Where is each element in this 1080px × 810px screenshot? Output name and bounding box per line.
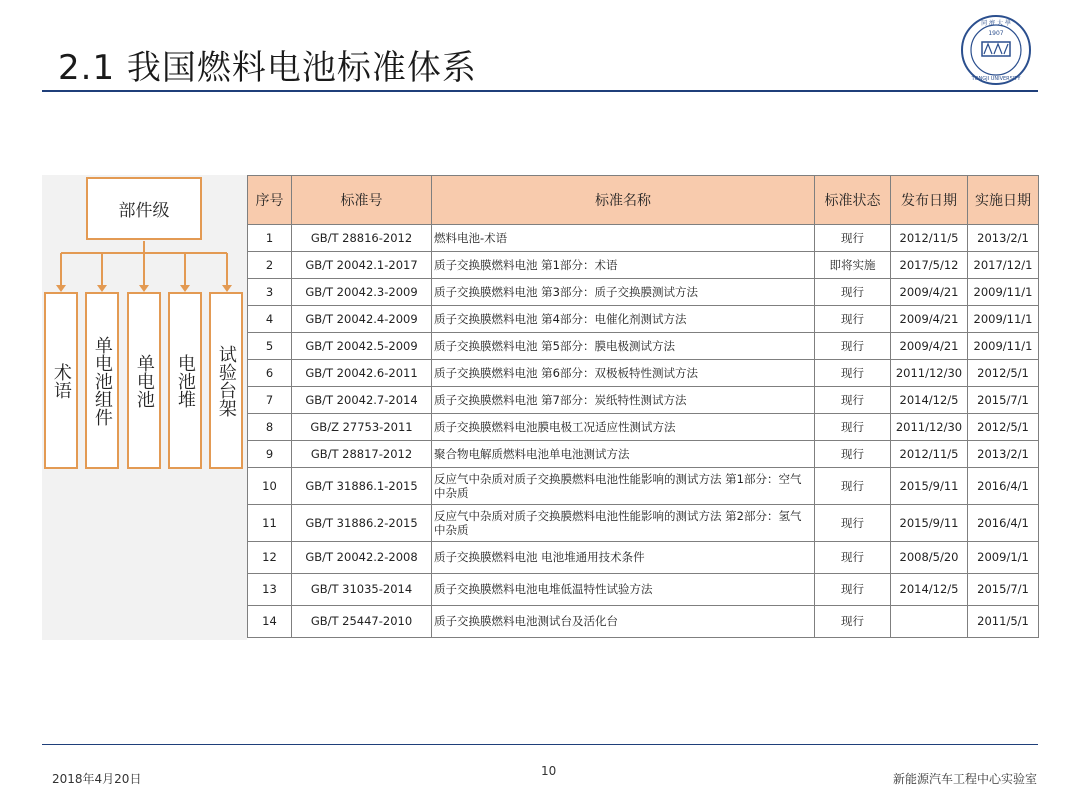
- cell-status: 现行: [815, 306, 891, 333]
- cell-publish-date: 2011/12/30: [891, 414, 968, 441]
- cell-status: 现行: [815, 542, 891, 574]
- cell-standard-no: GB/T 31886.2-2015: [292, 505, 432, 542]
- cell-standard-no: GB/T 20042.4-2009: [292, 306, 432, 333]
- single-cell-components-box: 单电池组件: [85, 292, 119, 469]
- cell-standard-name: 质子交换膜燃料电池 第4部分：电催化剂测试方法: [432, 306, 815, 333]
- table-row: [248, 306, 1039, 333]
- cell-status: 现行: [815, 414, 891, 441]
- page-number: 10: [541, 764, 557, 778]
- cell-standard-name: 质子交换膜燃料电池膜电极工况适应性测试方法: [432, 414, 815, 441]
- cell-status: 现行: [815, 606, 891, 638]
- cell-standard-no: GB/T 31035-2014: [292, 574, 432, 606]
- cell-standard-no: GB/T 28816-2012: [292, 225, 432, 252]
- table-row: [248, 542, 1039, 574]
- footer-date: 2018年4月20日: [52, 772, 142, 786]
- table-row: [248, 387, 1039, 414]
- cell-publish-date: 2009/4/21: [891, 306, 968, 333]
- cell-standard-no: GB/T 20042.1-2017: [292, 252, 432, 279]
- cell-publish-date: 2008/5/20: [891, 542, 968, 574]
- cell-effective-date: 2013/2/1: [968, 225, 1039, 252]
- table-row: [248, 505, 1039, 542]
- header-standard-name: 标准名称: [432, 176, 815, 225]
- logo-bottom-text: TONGJI UNIVERSITY: [971, 76, 1021, 82]
- cell-effective-date: 2009/11/1: [968, 279, 1039, 306]
- footer-rule: [42, 744, 1038, 745]
- cell-effective-date: 2012/5/1: [968, 360, 1039, 387]
- cell-effective-date: 2009/1/1: [968, 542, 1039, 574]
- table-row: [248, 468, 1039, 505]
- cell-standard-name: 质子交换膜燃料电池 电池堆通用技术条件: [432, 542, 815, 574]
- cell-index: 9: [248, 441, 292, 468]
- single-cell-box: 单电池: [127, 292, 161, 469]
- cell-status: 现行: [815, 225, 891, 252]
- table-row: [248, 606, 1039, 638]
- table-row: [248, 414, 1039, 441]
- cell-standard-no: GB/T 20042.3-2009: [292, 279, 432, 306]
- cell-status: 现行: [815, 333, 891, 360]
- table-row: [248, 279, 1039, 306]
- header-index: 序号: [248, 176, 292, 225]
- table-row: [248, 441, 1039, 468]
- cell-effective-date: 2009/11/1: [968, 333, 1039, 360]
- cell-effective-date: 2016/4/1: [968, 468, 1039, 505]
- cell-index: 8: [248, 414, 292, 441]
- cell-index: 11: [248, 505, 292, 542]
- table-header-row: [248, 176, 1039, 225]
- logo-top-text: 同 濟 大 學: [981, 20, 1011, 27]
- cell-effective-date: 2009/11/1: [968, 306, 1039, 333]
- cell-standard-name: 质子交换膜燃料电池测试台及活化台: [432, 606, 815, 638]
- cell-status: 即将实施: [815, 252, 891, 279]
- cell-standard-name: 质子交换膜燃料电池电堆低温特性试验方法: [432, 574, 815, 606]
- cell-index: 14: [248, 606, 292, 638]
- cell-publish-date: 2012/11/5: [891, 441, 968, 468]
- cell-index: 7: [248, 387, 292, 414]
- cell-effective-date: 2012/5/1: [968, 414, 1039, 441]
- cell-publish-date: 2009/4/21: [891, 333, 968, 360]
- cell-index: 1: [248, 225, 292, 252]
- header-publish-date: 发布日期: [891, 176, 968, 225]
- cell-publish-date: 2009/4/21: [891, 279, 968, 306]
- cell-publish-date: 2017/5/12: [891, 252, 968, 279]
- cell-publish-date: 2012/11/5: [891, 225, 968, 252]
- cell-index: 12: [248, 542, 292, 574]
- cell-publish-date: 2014/12/5: [891, 574, 968, 606]
- header-status: 标准状态: [815, 176, 891, 225]
- test-bench-box: 试验台架: [209, 292, 243, 469]
- cell-standard-name: 质子交换膜燃料电池 第1部分：术语: [432, 252, 815, 279]
- cell-effective-date: 2017/12/1: [968, 252, 1039, 279]
- cell-effective-date: 2015/7/1: [968, 387, 1039, 414]
- cell-standard-name: 反应气中杂质对质子交换膜燃料电池性能影响的测试方法 第1部分：空气中杂质: [432, 468, 815, 505]
- standards-table: [247, 175, 1039, 638]
- cell-publish-date: 2015/9/11: [891, 468, 968, 505]
- cell-standard-name: 质子交换膜燃料电池 第5部分：膜电极测试方法: [432, 333, 815, 360]
- cell-standard-name: 质子交换膜燃料电池 第6部分：双极板特性测试方法: [432, 360, 815, 387]
- cell-index: 10: [248, 468, 292, 505]
- cell-standard-no: GB/T 20042.6-2011: [292, 360, 432, 387]
- logo-year: 1907: [988, 30, 1004, 37]
- component-level-box: 部件级: [86, 177, 202, 240]
- table-row: [248, 333, 1039, 360]
- cell-effective-date: 2013/2/1: [968, 441, 1039, 468]
- cell-standard-no: GB/Z 27753-2011: [292, 414, 432, 441]
- cell-standard-name: 质子交换膜燃料电池 第7部分：炭纸特性测试方法: [432, 387, 815, 414]
- table-row: [248, 360, 1039, 387]
- table-row: [248, 252, 1039, 279]
- cell-standard-name: 燃料电池-术语: [432, 225, 815, 252]
- cell-effective-date: 2016/4/1: [968, 505, 1039, 542]
- cell-publish-date: 2015/9/11: [891, 505, 968, 542]
- cell-publish-date: [891, 606, 968, 638]
- cell-effective-date: 2011/5/1: [968, 606, 1039, 638]
- table-row: [248, 225, 1039, 252]
- cell-standard-no: GB/T 20042.2-2008: [292, 542, 432, 574]
- cell-publish-date: 2014/12/5: [891, 387, 968, 414]
- cell-standard-no: GB/T 25447-2010: [292, 606, 432, 638]
- cell-status: 现行: [815, 468, 891, 505]
- cell-standard-name: 反应气中杂质对质子交换膜燃料电池性能影响的测试方法 第2部分：氢气中杂质: [432, 505, 815, 542]
- cell-publish-date: 2011/12/30: [891, 360, 968, 387]
- cell-standard-no: GB/T 20042.5-2009: [292, 333, 432, 360]
- cell-status: 现行: [815, 387, 891, 414]
- cell-index: 6: [248, 360, 292, 387]
- cell-status: 现行: [815, 441, 891, 468]
- header-standard-no: 标准号: [292, 176, 432, 225]
- cell-standard-no: GB/T 20042.7-2014: [292, 387, 432, 414]
- cell-index: 4: [248, 306, 292, 333]
- slide-title: 2.1 我国燃料电池标准体系: [58, 48, 477, 88]
- footer-organization: 新能源汽车工程中心实验室: [892, 772, 1037, 786]
- cell-index: 3: [248, 279, 292, 306]
- cell-status: 现行: [815, 574, 891, 606]
- cell-effective-date: 2015/7/1: [968, 574, 1039, 606]
- cell-status: 现行: [815, 505, 891, 542]
- cell-index: 2: [248, 252, 292, 279]
- cell-standard-no: GB/T 28817-2012: [292, 441, 432, 468]
- terminology-box: 术语: [44, 292, 78, 469]
- cell-standard-name: 聚合物电解质燃料电池单电池测试方法: [432, 441, 815, 468]
- header-effective-date: 实施日期: [968, 176, 1039, 225]
- cell-index: 5: [248, 333, 292, 360]
- cell-status: 现行: [815, 360, 891, 387]
- cell-stack-box: 电池堆: [168, 292, 202, 469]
- cell-status: 现行: [815, 279, 891, 306]
- table-row: [248, 574, 1039, 606]
- cell-index: 13: [248, 574, 292, 606]
- cell-standard-name: 质子交换膜燃料电池 第3部分：质子交换膜测试方法: [432, 279, 815, 306]
- cell-standard-no: GB/T 31886.1-2015: [292, 468, 432, 505]
